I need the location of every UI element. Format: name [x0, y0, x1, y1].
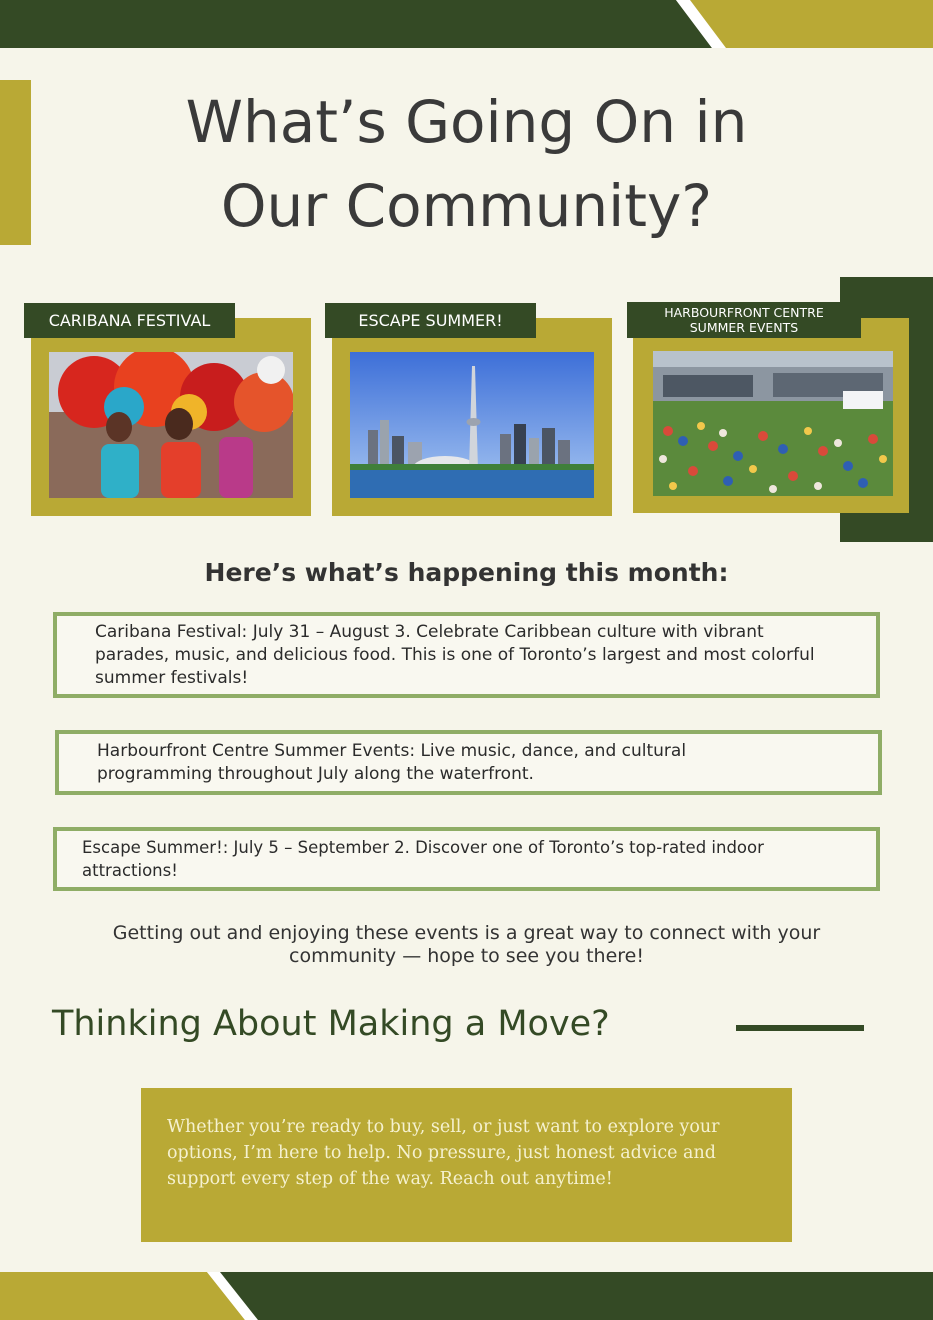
harbourfront-photo — [653, 351, 893, 496]
event-text-escape-summer: Escape Summer!: July 5 – September 2. Discover one of Toronto’s top-rated indoor attractions! — [82, 838, 764, 880]
page-title-line-2: Our Community? — [220, 172, 713, 240]
page-title — [0, 80, 933, 248]
page-title-line-1: What’s Going On in — [185, 88, 748, 156]
bottom-decorative-band — [0, 1272, 933, 1320]
move-heading: Thinking About Making a Move? — [52, 1004, 610, 1044]
event-text-harbourfront: Harbourfront Centre Summer Events: Live music, dance, and cultural programming throughout July along the waterfront. — [97, 740, 687, 784]
toronto-skyline-image — [350, 352, 594, 498]
top-decorative-band — [0, 0, 933, 48]
event-text-caribana: Caribana Festival: July 31 – August 3. Celebrate Caribbean culture with vibrant parades, music, and delicious food. This is one of Toronto’s largest and most colorful summer festivals! — [95, 621, 815, 688]
cta-text: Whether you’re ready to buy, sell, or just want to explore your options, I’m here to help. No pressure, just honest advice and support every step of the way. Reach out anytime! — [167, 1117, 720, 1189]
event-box-harbourfront — [55, 730, 882, 795]
event-box-caribana — [53, 612, 880, 698]
month-heading: Here’s what’s happening this month: — [204, 558, 729, 587]
harbourfront-card-label — [627, 302, 861, 338]
harbourfront-label-line-2: SUMMER EVENTS — [689, 320, 799, 335]
event-box-escape-summer — [53, 827, 880, 891]
cta-box — [141, 1088, 792, 1242]
escape-summer-photo — [350, 352, 594, 498]
caribana-card-label: CARIBANA FESTIVAL — [24, 303, 235, 338]
caribana-parade-image — [49, 352, 293, 498]
outro-text: Getting out and enjoying these events is a great way to connect with your community — hope to see you there! — [112, 922, 821, 967]
escape-summer-card-label: ESCAPE SUMMER! — [325, 303, 536, 338]
harbourfront-label-line-1: HARBOURFRONT CENTRE — [664, 305, 824, 320]
harbourfront-crowd-image — [653, 351, 893, 496]
heading-rule — [736, 1025, 864, 1031]
caribana-photo — [49, 352, 293, 498]
